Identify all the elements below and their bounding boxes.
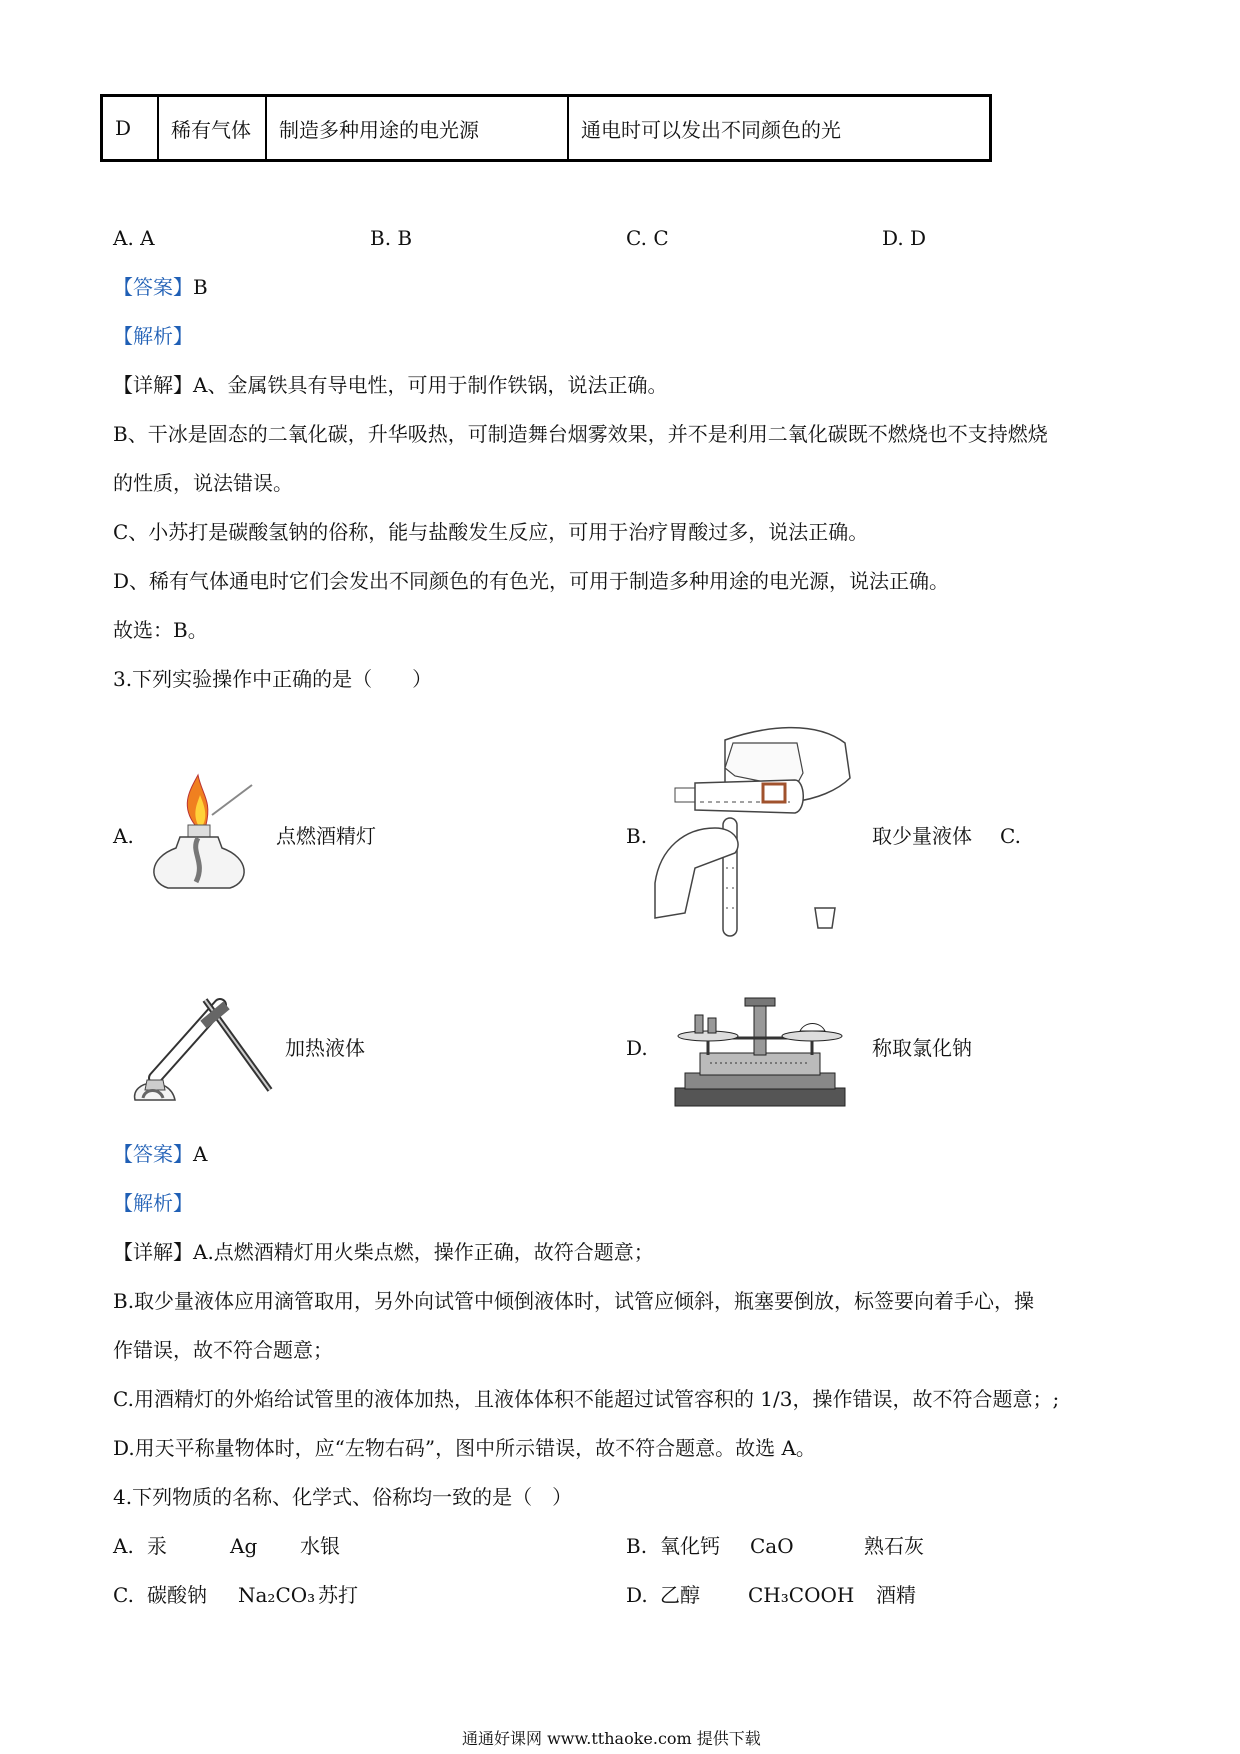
pouring-liquid-image <box>655 718 855 948</box>
q4-option-c: C. <box>113 1583 134 1607</box>
q3-question: 3.下列实验操作中正确的是（ ） <box>113 667 433 691</box>
q4-option-b-common: 熟石灰 <box>864 1534 924 1558</box>
q2-option-c: C. C <box>626 226 669 250</box>
q3-option-d-caption: 称取氯化钠 <box>872 1036 972 1060</box>
q4-option-b: B. <box>626 1534 648 1558</box>
balance-weighing-image <box>670 993 850 1113</box>
table-row <box>102 96 991 161</box>
q2-answer: 【答案】B <box>113 275 208 299</box>
q2-option-d: D. D <box>882 226 927 250</box>
q4-option-d-common: 酒精 <box>876 1583 916 1607</box>
q4-option-a-common: 水银 <box>300 1534 340 1558</box>
q4-option-d: D. <box>626 1583 648 1607</box>
q4-option-d-formula: CH₃COOH <box>748 1583 855 1607</box>
q4-option-a: A. <box>113 1534 134 1558</box>
q3-analysis-tag: 【解析】 <box>113 1191 193 1215</box>
q2-detail-line: D、稀有气体通电时它们会发出不同颜色的有色光，可用于制造多种用途的电光源，说法正确。 <box>113 569 950 593</box>
q2-option-a: A. A <box>113 226 155 250</box>
q3-answer: 【答案】A <box>113 1142 208 1166</box>
page-footer: 通通好课网 www.tthaoke.com 提供下载 <box>462 1729 761 1748</box>
q4-option-c-common: 苏打 <box>318 1583 358 1607</box>
q4-option-a-name: 汞 <box>147 1534 167 1558</box>
q3-option-d-label: D. <box>626 1036 648 1060</box>
q3-detail-line: 作错误，故不符合题意； <box>113 1338 333 1362</box>
q4-option-c-formula: Na₂CO₃ <box>238 1583 316 1607</box>
q2-analysis-tag: 【解析】 <box>113 324 193 348</box>
alcohol-lamp-lighting-image <box>150 770 260 900</box>
q2-detail-line: 的性质，说法错误。 <box>113 471 293 495</box>
q4-option-c-name: 碳酸钠 <box>147 1583 207 1607</box>
options-table <box>100 94 992 162</box>
q2-conclusion: 故选：B。 <box>113 618 208 642</box>
q2-detail-line: B、干冰是固态的二氧化碳，升华吸热，可制造舞台烟雾效果，并不是利用二氧化碳既不燃烧也不支持燃烧 <box>113 422 1048 446</box>
q4-question: 4.下列物质的名称、化学式、俗称均一致的是（ ） <box>113 1485 573 1509</box>
table-cell: 稀有气体 <box>158 96 266 161</box>
heating-liquid-image <box>125 990 275 1120</box>
q3-option-c-caption: 加热液体 <box>285 1036 365 1060</box>
q2-detail-line: C、小苏打是碳酸氢钠的俗称，能与盐酸发生反应，可用于治疗胃酸过多，说法正确。 <box>113 520 869 544</box>
q3-option-b-label: B. <box>626 824 648 848</box>
q3-option-c-label: C. <box>1000 824 1021 848</box>
table-cell: 通电时可以发出不同颜色的光 <box>568 96 991 161</box>
q3-option-b-caption: 取少量液体 <box>872 824 972 848</box>
q3-detail-line: 【详解】A.点燃酒精灯用火柴点燃，操作正确，故符合题意； <box>113 1240 654 1264</box>
table-cell: 制造多种用途的电光源 <box>266 96 568 161</box>
q2-detail-line: 【详解】A、金属铁具有导电性，可用于制作铁锅，说法正确。 <box>113 373 668 397</box>
q3-detail-line: D.用天平称量物体时，应“左物右码”，图中所示错误，故不符合题意。故选 A。 <box>113 1436 816 1460</box>
q2-option-b: B. B <box>370 226 413 250</box>
table-cell: D <box>102 96 159 161</box>
q4-option-b-formula: CaO <box>750 1534 794 1558</box>
q4-option-d-name: 乙醇 <box>660 1583 700 1607</box>
q3-detail-line: C.用酒精灯的外焰给试管里的液体加热，且液体体积不能超过试管容积的 1/3，操作错误，故不符合题意；; <box>113 1387 1060 1411</box>
q3-option-a-label: A. <box>113 824 134 848</box>
q3-option-a-caption: 点燃酒精灯 <box>276 824 376 848</box>
q4-option-a-formula: Ag <box>230 1534 258 1558</box>
q3-detail-line: B.取少量液体应用滴管取用，另外向试管中倾倒液体时，试管应倾斜，瓶塞要倒放，标签要向着手心，操 <box>113 1289 1035 1313</box>
q4-option-b-name: 氧化钙 <box>660 1534 720 1558</box>
